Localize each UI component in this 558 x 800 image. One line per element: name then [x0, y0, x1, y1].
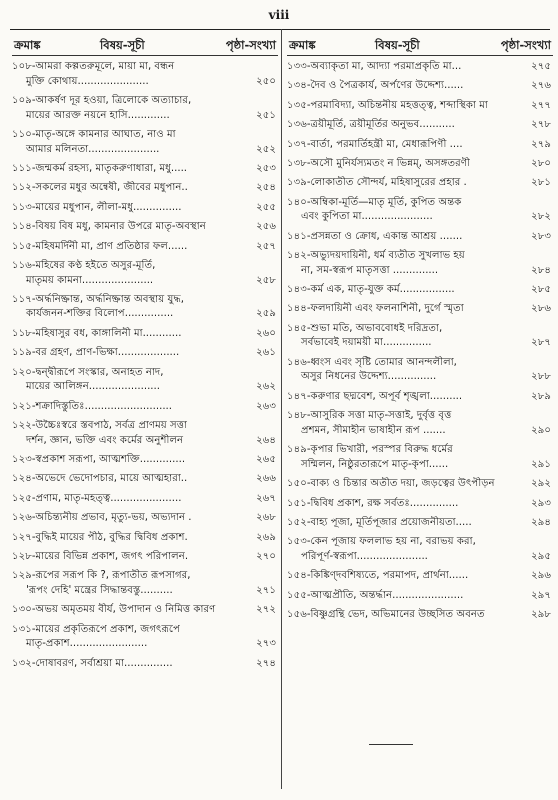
toc-entry [12, 550, 278, 565]
toc-entry [287, 138, 553, 153]
entry-page-number: ২৭২ [256, 604, 276, 616]
entry-title: ১১৪-বিষয় বিষ মধু, কামনার উপরে মাতৃ-অবস্থান [12, 221, 206, 233]
bottom-rule [369, 744, 413, 745]
toc-entry [287, 99, 553, 114]
entry-title-continued: প্রশমন, সীমাহীন ভাষাহীন রূপ ....... [301, 424, 446, 436]
entry-title: ১৪৯-কৃপার ভিখারী, পরস্পর বিরুদ্ধ ধর্মের [287, 444, 453, 456]
entry-title: ১৩২-দোষাবরণ, সর্বাশ্রয়া মা............... [12, 657, 173, 669]
toc-entry [287, 283, 553, 298]
entry-page-number: ২৬৫ [256, 454, 276, 466]
toc-entry [287, 60, 553, 75]
entry-page-number: ২৮১ [531, 177, 551, 189]
entry-page-number: ২৬৬ [256, 473, 276, 485]
toc-entry [287, 356, 553, 385]
entry-title-continued: মুক্তি কোথায়...................... [26, 75, 149, 87]
entry-page-number: ২৬৩ [256, 400, 276, 412]
entry-page-number: ২৭১ [256, 584, 276, 596]
toc-entry [287, 322, 553, 351]
entry-title-continued: আমার মলিনতা...................... [26, 143, 160, 155]
entry-page-number: ২৮৯ [531, 390, 551, 402]
entry-title: ১৪৪-ফলদায়িনী এবং ফলনাশিনী, দুর্গে স্মৃতা [287, 303, 464, 315]
entry-title: ১১৮-মহিষাসুর বধ, কাঙ্গালিনী মা............ [12, 327, 182, 339]
left-column [12, 33, 278, 676]
entry-page-number: ২৫০ [256, 75, 276, 87]
entry-title: ১৫০-বাক্য ও চিন্তার অতীত দয়া, জড়ত্বের উৎপীড়ন [287, 478, 495, 490]
toc-entry [12, 60, 278, 89]
entry-title: ১০৮-আমরা কল্পতরুমূলে, মায়া মা, বন্ধন [12, 61, 175, 72]
entry-page-number: ২৮২ [531, 211, 551, 223]
left-column-header [12, 33, 278, 55]
entry-page-number: ২৯৮ [531, 609, 551, 621]
toc-entry [287, 516, 553, 531]
entry-page-number: ২৭০ [256, 550, 276, 562]
entry-title: ১১৭-অর্দ্ধনিষ্ক্রান্ত, অর্দ্ধনিষ্ক্রান্ত অবস্থায় যুদ্ধ, [12, 293, 185, 305]
entry-title: ১৩৯-লোকাতীত সৌন্দর্য, মহিষাসুরের প্রহার . [287, 177, 467, 189]
toc-entry [287, 157, 553, 172]
entry-title-continued: অসুর নিধনের উদ্দেশ্য............... [301, 371, 437, 383]
page-header: পৃষ্ঠা-সংখ্যা [225, 38, 276, 52]
entry-title-continued: মায়ের আলিঙ্গন...................... [26, 381, 161, 393]
entry-page-number: ২৬২ [256, 381, 276, 393]
toc-entry [12, 220, 278, 235]
serial-header: ক্রমাঙ্ক [289, 38, 316, 52]
entry-page-number: ২৯৪ [531, 516, 551, 528]
entry-title: ১৪৮-আসুরিক সত্তা মাতৃ-সত্তাই, দুর্বৃত্ত বৃত্ত [287, 410, 452, 422]
entry-title: ১৫৫-আত্মপ্রীতি, অন্তর্দ্ধান...................... [287, 589, 464, 601]
entry-title: ১১৫-মহিষমর্দিনী মা, প্রাণ প্রতিষ্ঠার ফল...... [12, 240, 188, 252]
toc-entry [12, 419, 278, 448]
entry-title: ১৩৫-পরমাবিদ্যা, অচিন্তনীয় মহত্তত্ত্ব, শব্দাস্থিকা মা [287, 99, 488, 111]
toc-entry [12, 346, 278, 361]
entry-title: ১১৯-বর গ্রহণ, প্রাণ-ভিক্ষা................... [12, 347, 180, 359]
toc-entry [287, 535, 553, 564]
entry-title-continued: মায়ের আরক্ত নয়নে হাসি............. [26, 109, 170, 121]
entry-title-continued: সম্মিলন, নিষ্ঠুরতারূপে মাতৃ-কৃপা...... [301, 458, 449, 470]
entry-page-number: ২৮৪ [531, 264, 551, 276]
right-column-header [287, 33, 553, 55]
entry-title-continued: দর্শন, জ্ঞান, ভক্তি এবং কর্মের অনুশীলন [26, 434, 184, 446]
entry-page-number: ২৯০ [531, 424, 551, 436]
column-divider [281, 29, 282, 789]
toc-entry [12, 472, 278, 487]
toc-entry [287, 569, 553, 584]
entry-title: ১১১-জন্মকর্ম রহস্য, মাতৃকরুণাধারা, মধু..... [12, 162, 188, 174]
entry-title: ১২১-শক্রাদিস্তুতিঃ........................... [12, 400, 173, 412]
entry-title: ১২৯-রূপের সরূপ কি ?, রূপাতীত রূপসাগর, [12, 570, 191, 582]
entry-title: ১২৬-অচিন্ত্যনীয় প্রভাব, মৃত্যু-ভয়, অভ্যদান . [12, 512, 192, 524]
toc-entry [287, 497, 553, 512]
entry-title: ১৫৬-বিষ্ণুগ্রন্থি ভেদ, অভিমানের উচ্ছসিত অবনত [287, 609, 485, 621]
entry-title-continued: কার্যজনন-শক্তির বিলোপ............... [26, 308, 174, 320]
entry-title: ১০৯-আকর্ষণ দূর হওয়া, ত্রিলোকে অত্যাচার, [12, 94, 192, 106]
entry-title-continued: মাতৃময় কামনা...................... [26, 274, 154, 286]
entry-title: ১২৪-অভেদে ভেদোপচার, মায়ে আত্মহারা.. [12, 473, 188, 485]
entry-title: ১৪২-অভ্যুদয়দায়িনী, ধর্ম ব্যতীত সুখলাভ হয় [287, 250, 465, 262]
toc-entry [12, 128, 278, 157]
toc-entry [12, 94, 278, 123]
entry-page-number: ২৫২ [256, 143, 276, 155]
entry-page-number: ২৬০ [256, 327, 276, 339]
entry-title-continued: এবং কুপিতা মা...................... [301, 211, 433, 223]
entry-page-number: ২৯৫ [531, 550, 551, 562]
entry-title: ১২৩-স্বপ্রকাশ সরূপা, আত্মশক্তি.............. [12, 454, 186, 466]
toc-entry [12, 293, 278, 322]
entry-title: ১৫৩-কেন পূজায় ফললাভ হয় না, বরাভয় করা, [287, 536, 476, 548]
entry-page-number: ২৬৪ [256, 434, 276, 446]
entry-title-continued: না, সম-স্বরূপ মাতৃসত্তা .............. [301, 264, 439, 276]
entry-title: ১৩০-অভয় অমৃতময় বীর্য, উপাদান ও নিমিত্ত কারণ [12, 604, 216, 616]
toc-entry [12, 240, 278, 255]
entry-title-continued: 'রূপং দেহি' মন্ত্রের সিদ্ধান্তবস্তু.......... [26, 584, 173, 596]
entry-title: ১৪৬-ধ্বংস এবং সৃষ্টি তোমার আনন্দলীলা, [287, 356, 457, 368]
entry-page-number: ২৬১ [256, 347, 276, 359]
toc-entry [12, 603, 278, 618]
toc-entry [12, 623, 278, 652]
entry-title-continued: মাতৃ-প্রকাশ........................ [26, 638, 148, 650]
toc-entry [12, 259, 278, 288]
entry-title: ১১৬-মহিষের কণ্ঠ হইতে অসুর-মূর্তি, [12, 259, 156, 271]
entry-page-number: ২৭৯ [531, 138, 551, 150]
toc-entry [287, 390, 553, 405]
toc-entry [287, 230, 553, 245]
entry-title: ১৩৩-অব্যাকৃতা মা, আদ্যা পরমাপ্রকৃতি মা... [287, 61, 462, 72]
entry-title: ১১০-মাতৃ-অঙ্গে কামনার আঘাত, নাও মা [12, 128, 176, 140]
left-entry-list [12, 60, 278, 671]
entry-page-number: ২৭৭ [531, 99, 551, 111]
entry-page-number: ২৫৭ [256, 240, 276, 252]
entry-title: ১২০-দ্বন্দ্বীরূপে সংস্কার, অনাহত নাদ, [12, 366, 164, 378]
entry-page-number: ২৫৮ [256, 274, 276, 286]
toc-entry [287, 589, 553, 604]
entry-title: ১৪৩-কর্ম এক, মাতৃ-যুক্ত কর্ম................. [287, 284, 455, 296]
entry-title: ১৪০-অম্বিকা-মূর্তি—মাতৃ মূর্তি, কুপিত অন্তক [287, 196, 462, 208]
entry-title: ১৪৫-শুভা মতি, অভাববোধই দরিদ্রতা, [287, 322, 443, 334]
toc-entry [12, 181, 278, 196]
right-entry-list [287, 60, 553, 623]
entry-title: ১৫৪-কিঙ্কিণ্দবশিষ্যতে, পরমাপদ, প্রার্থনা...... [287, 570, 469, 582]
entry-page-number: ২৫১ [256, 109, 276, 121]
entry-page-number: ২৮৬ [531, 303, 551, 315]
page-number: viii [268, 8, 290, 22]
entry-page-number: ২৯১ [531, 458, 551, 470]
entry-page-number: ২৬৮ [256, 512, 276, 524]
entry-page-number: ২৫৯ [256, 308, 276, 320]
entry-title: ১২২-উচ্চৈঃস্বরে স্তবপাঠ, সর্বত্র প্রাণময় সত্তা [12, 420, 187, 432]
entry-title: ১৩৪-দৈব ও পৈত্রকার্য, অর্পণের উদ্দেশ্য...... [287, 80, 464, 92]
toc-entry [12, 511, 278, 526]
entry-title: ১১৩-মায়ের মধুপান, লীলা-মধু............... [12, 201, 182, 213]
entry-title: ১৪১-প্রসন্নতা ও ক্রোধ, একান্ত আশ্রয় ....... [287, 230, 463, 242]
entry-page-number: ২৯৩ [531, 497, 551, 509]
entry-page-number: ২৫৩ [256, 162, 276, 174]
entry-page-number: ২৬৯ [256, 531, 276, 543]
right-column [287, 33, 553, 628]
toc-entry [12, 366, 278, 395]
subject-header: বিষয়-সূচী [375, 38, 420, 52]
entry-title: ১৫২-বাহ্য পূজা, মূর্তিপূজার প্রয়োজনীয়তা..... [287, 516, 472, 528]
entry-page-number: ২৫৬ [256, 221, 276, 233]
toc-entry [12, 453, 278, 468]
entry-page-number: ২৭৪ [256, 657, 276, 669]
entry-title: ১৫১-দ্বিবিধ প্রকাশ, রক্ষ সর্বতঃ............... [287, 497, 459, 509]
toc-entry [287, 118, 553, 133]
entry-title-continued: পরিপূর্ণ-স্বরূপা...................... [301, 550, 428, 562]
entry-page-number: ২৮৭ [531, 337, 551, 349]
entry-title: ১২৭-বুদ্ধিই মায়ের পীঠ, বুদ্ধির দ্বিবিধ প্রকাশ. [12, 531, 188, 543]
entry-title: ১৩৬-ত্রয়ীমূর্তি, ত্রয়ীমূর্তির অনুভব........... [287, 119, 455, 131]
toc-entry [287, 302, 553, 317]
toc-entry [12, 531, 278, 546]
entry-page-number: ২৯২ [531, 478, 551, 490]
toc-entry [12, 201, 278, 216]
entry-page-number: ২৭৬ [531, 80, 551, 92]
entry-page-number: ২৭৩ [256, 638, 276, 650]
page-header: পৃষ্ঠা-সংখ্যা [500, 38, 551, 52]
toc-entry [287, 477, 553, 492]
entry-title: ১৩৮-অসৌ মুনির্যস্যমতং ন ভিন্নম্‌, অসঙ্গতরণী [287, 157, 470, 169]
subject-header: বিষয়-সূচী [100, 38, 145, 52]
top-rule [10, 29, 550, 30]
toc-entry [12, 400, 278, 415]
toc-entry [12, 569, 278, 598]
entry-page-number: ২৫৫ [256, 201, 276, 213]
entry-title: ১৩১-মায়ের প্রকৃতিরূপে প্রকাশ, জগৎরূপে [12, 623, 180, 635]
entry-page-number: ২৫৪ [256, 182, 276, 194]
entry-title: ১১২-সকলের মধুর অন্বেষী, জীবের মধুপান.. [12, 182, 188, 194]
entry-page-number: ২৬৭ [256, 492, 276, 504]
toc-entry [287, 176, 553, 191]
entry-title: ১৩৭-বার্তা, পরমার্তিহন্ত্রী মা, মেধারূপিণী .... [287, 138, 463, 150]
entry-page-number: ২৭৫ [531, 61, 551, 72]
entry-page-number: ২৮৫ [531, 284, 551, 296]
serial-header: ক্রমাঙ্ক [14, 38, 41, 52]
entry-page-number: ২৮০ [531, 157, 551, 169]
toc-entry [287, 249, 553, 278]
entry-page-number: ২৮৩ [531, 230, 551, 242]
toc-entry [12, 657, 278, 672]
entry-page-number: ২৯৬ [531, 570, 551, 582]
toc-entry [287, 79, 553, 94]
entry-title-continued: সর্বভাবেই দয়াময়ী মা............... [301, 337, 432, 349]
entry-title: ১২৫-প্রণাম, মাতৃ-মহত্ত্ব...................... [12, 492, 182, 504]
toc-entry [287, 196, 553, 225]
entry-title: ১৪৭-করুণার ছদ্মবেশ, অপূর্ব শৃঙ্খলা.......... [287, 390, 463, 402]
entry-page-number: ২৯৭ [531, 589, 551, 601]
entry-page-number: ২৮৮ [531, 371, 551, 383]
entry-page-number: ২৭৮ [531, 119, 551, 131]
toc-entry [287, 608, 553, 623]
entry-title: ১২৮-মায়ের বিভিন্ন প্রকাশ, জগৎ পরিপালন. [12, 550, 189, 562]
toc-entry [12, 327, 278, 342]
toc-entry [287, 443, 553, 472]
toc-entry [12, 492, 278, 507]
toc-entry [12, 162, 278, 177]
toc-entry [287, 409, 553, 438]
